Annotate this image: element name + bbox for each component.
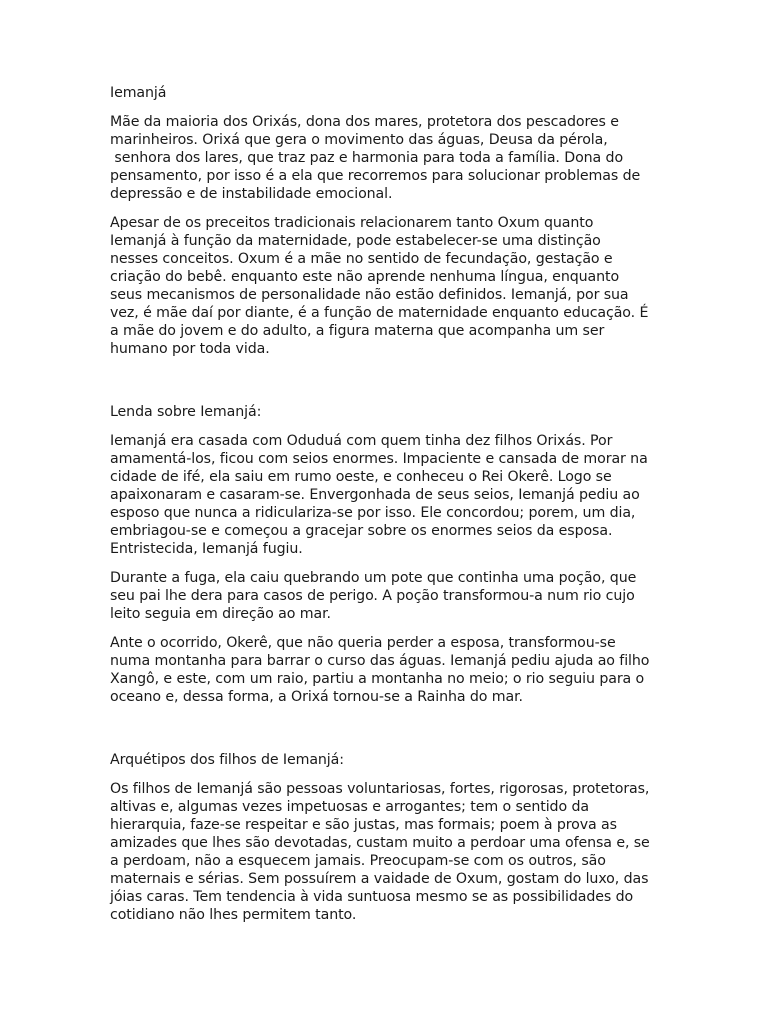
- text-line: pensamento, por isso é a ela que recorremos para solucionar problemas de: [110, 168, 641, 184]
- text-line: depressão e de instabilidade emocional.: [110, 186, 393, 202]
- text-line: hierarquia, faze-se respeitar e são justas, mas formais; poem à prova as: [110, 817, 617, 833]
- spacer: [110, 369, 670, 403]
- text-line: Iemanjá era casada com Oduduá com quem tinha dez filhos Orixás. Por: [110, 433, 613, 449]
- section-heading-lenda: [110, 403, 670, 421]
- text-line: a perdoam, não a esquecem jamais. Preocupam-se com os outros, são: [110, 853, 606, 869]
- text-line: humano por toda vida.: [110, 341, 270, 357]
- text-line: cotidiano não lhes permitem tanto.: [110, 907, 357, 923]
- spacer: [110, 717, 670, 751]
- text-line: seus mecanismos de personalidade não estão definidos. Iemanjá, por sua: [110, 287, 629, 303]
- text-line: marinheiros. Orixá que gera o movimento das águas, Deusa da pérola,: [110, 132, 608, 148]
- text-line: vez, é mãe daí por diante, é a função de maternidade enquanto educação. É: [110, 305, 649, 321]
- paragraph: [110, 432, 670, 558]
- text-line: cidade de ifé, ela saiu em rumo oeste, e conheceu o Rei Okerê. Logo se: [110, 469, 612, 485]
- text-line: altivas e, algumas vezes impetuosas e arrogantes; tem o sentido da: [110, 799, 589, 815]
- paragraph: [110, 214, 670, 358]
- section-heading-iemanja: [110, 84, 670, 102]
- text-line: criação do bebê. enquanto este não aprende nenhuma língua, enquanto: [110, 269, 620, 285]
- text-line: a mãe do jovem e do adulto, a figura materna que acompanha um ser: [110, 323, 605, 339]
- text-line: amamentá-los, ficou com seios enormes. Impaciente e cansada de morar na: [110, 451, 648, 467]
- text-line: Mãe da maioria dos Orixás, dona dos mares, protetora dos pescadores e: [110, 114, 619, 130]
- text-line: jóias caras. Tem tendencia à vida suntuosa mesmo se as possibilidades do: [110, 889, 634, 905]
- text-line: Ante o ocorrido, Okerê, que não queria perder a esposa, transformou-se: [110, 635, 616, 651]
- text-line: senhora dos lares, que traz paz e harmonia para toda a família. Dona do: [110, 150, 624, 166]
- paragraph: [110, 780, 670, 924]
- text-line: Os filhos de Iemanjá são pessoas voluntariosas, fortes, rigorosas, protetoras,: [110, 781, 650, 797]
- text-line: leito seguia em direção ao mar.: [110, 606, 331, 622]
- document-page: [110, 84, 670, 935]
- paragraph: [110, 634, 670, 706]
- text-line: esposo que nunca a ridicularizа-se por isso. Ele concordou; porem, um dia,: [110, 505, 636, 521]
- text-line: apaixonaram e casaram-se. Envergonhada de seus seios, Iemanjá pediu ao: [110, 487, 640, 503]
- text-line: embriagou-se e começou a gracejar sobre os enormes seios da esposa.: [110, 523, 613, 539]
- text-line: Entristecida, Iemanjá fugiu.: [110, 541, 303, 557]
- paragraph: [110, 569, 670, 623]
- text-line: nesses conceitos. Oxum é a mãe no sentido de fecundação, gestação e: [110, 251, 613, 267]
- heading-text: Iemanjá: [110, 85, 167, 101]
- text-line: oceano e, dessa forma, a Orixá tornou-se a Rainha do mar.: [110, 689, 523, 705]
- text-line: amizades que lhes são devotadas, custam muito a perdoar uma ofensa e, se: [110, 835, 650, 851]
- text-line: numa montanha para barrar o curso das águas. Iemanjá pediu ajuda ao filho: [110, 653, 650, 669]
- text-line: Apesar de os preceitos tradicionais relacionarem tanto Oxum quanto: [110, 215, 594, 231]
- text-line: Durante a fuga, ela caiu quebrando um pote que continha uma poção, que: [110, 570, 637, 586]
- section-heading-arquetipos: [110, 751, 670, 769]
- text-line: seu pai lhe dera para casos de perigo. A poção transformou-a num rio cujo: [110, 588, 635, 604]
- text-line: Iemanjá à função da maternidade, pode estabelecer-se uma distinção: [110, 233, 601, 249]
- paragraph: [110, 113, 670, 203]
- heading-text: Lenda sobre Iemanjá:: [110, 404, 262, 420]
- text-line: maternais e sérias. Sem possuírem a vaidade de Oxum, gostam do luxo, das: [110, 871, 649, 887]
- text-line: Xangô, e este, com um raio, partiu a montanha no meio; o rio seguiu para o: [110, 671, 645, 687]
- heading-text: Arquétipos dos filhos de Iemanjá:: [110, 752, 344, 768]
